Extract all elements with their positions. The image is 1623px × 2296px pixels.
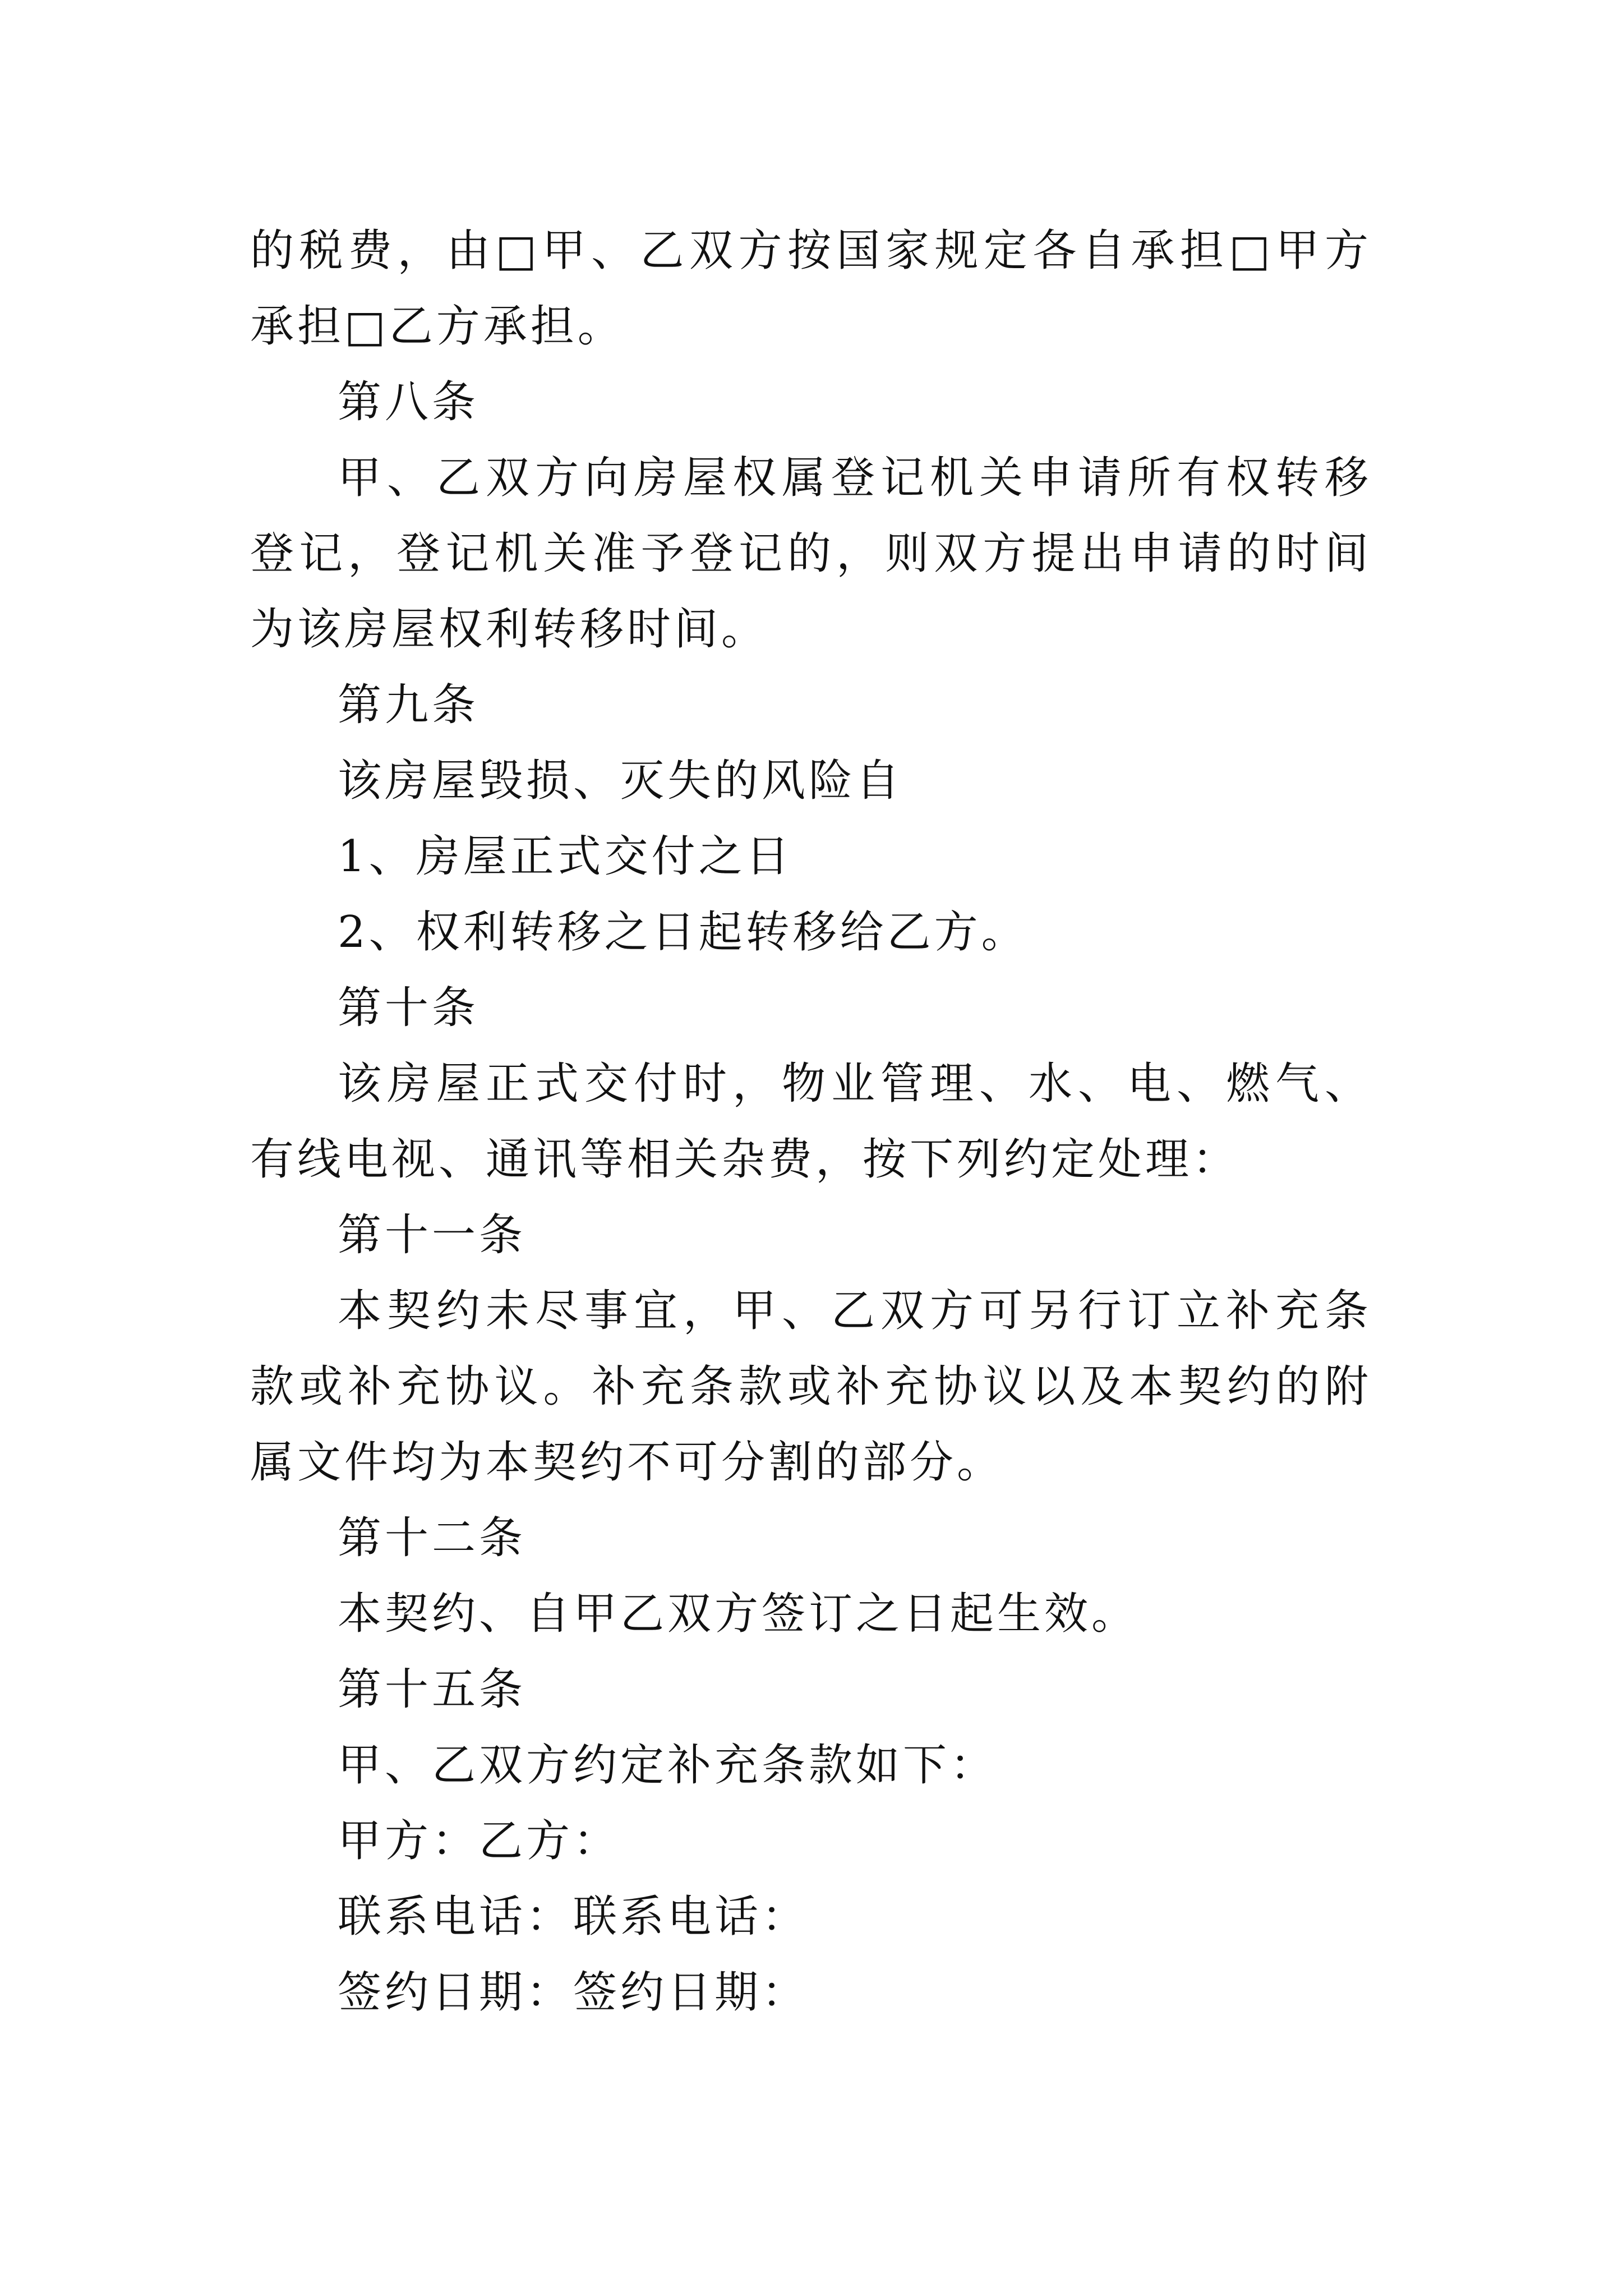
article-10-heading: 第十条 xyxy=(338,983,479,1033)
article-11-heading: 第十一条 xyxy=(338,1210,527,1260)
article-9-item-2: 2、权利转移之日起转移给乙方。 xyxy=(338,907,1029,958)
article-15-heading: 第十五条 xyxy=(338,1664,527,1715)
article-12-body: 本契约、自甲乙双方签订之日起生效。 xyxy=(338,1589,1139,1639)
article-12-heading: 第十二条 xyxy=(338,1513,527,1563)
party-signature-line: 甲方：乙方： xyxy=(338,1816,621,1866)
article-15-body: 甲、乙双方约定补充条款如下： xyxy=(338,1740,998,1791)
document-body xyxy=(250,213,1372,2031)
article-9-body: 该房屋毁损、灭失的风险自 xyxy=(338,756,903,806)
article-10-body: 该房屋正式交付时，物业管理、水、电、燃气、有线电视、通讯等相关杂费，按下列约定处理： xyxy=(250,1059,1372,1185)
article-9-item-1: 1、房屋正式交付之日 xyxy=(338,831,793,882)
article-9-heading: 第九条 xyxy=(338,680,479,730)
signing-date-line: 签约日期：签约日期： xyxy=(338,1967,809,2018)
article-8-heading: 第八条 xyxy=(338,377,479,427)
article-8-body: 甲、乙双方向房屋权属登记机关申请所有权转移登记，登记机关准予登记的，则双方提出申请的时间为该房屋权利转移时间。 xyxy=(250,453,1372,655)
paragraph-tax-continuation: 的税费，由□甲、乙双方按国家规定各自承担□甲方承担□乙方承担。 xyxy=(250,226,1372,352)
article-11-body: 本契约未尽事宜，甲、乙双方可另行订立补充条款或补充协议。补充条款或补充协议以及本契约的附属文件均为本契约不可分割的部分。 xyxy=(250,1286,1372,1488)
phone-line: 联系电话：联系电话： xyxy=(338,1892,809,1942)
